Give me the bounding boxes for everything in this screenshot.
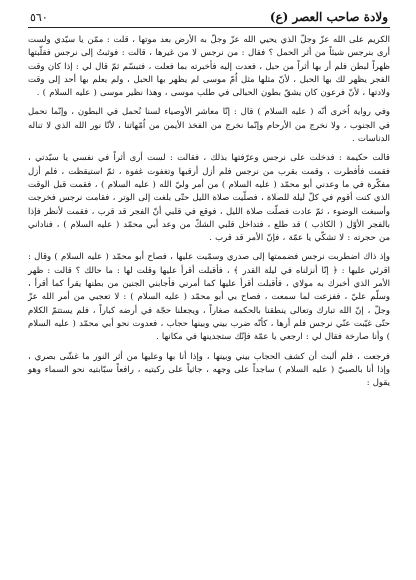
paragraph: قالت حكيمة : فدخلت على نرجس وعرّفتها بذلك ، فقالت : لست أرى أثراً في نفسي يا سيّدتي ، فقمت فأفطرت ، وقمت بقرب من نرجس فلم أزل أرقبها وتغفوت غفوة ، ثمّ استيقظت ، فلم أزل مفكّرة في ما وعدني أبو محمّد ( عليه السلام ) من أمر وليّ الله ( عليه السلام ) ، فقمت قبل الوقت الذي كنت أقوم في كلّ ليلة للصلاة ، فصلّيت صلاة الليل حتّى بلغت إلى الوتر ، فقامت نرجس فخرجت وأسبغت الوضوء ، ثمّ عادت فصلّت صلاة الليل ، فوقع في قلبي أنّ الفجر قد قرب ، فقمت لأنظر فإذا بالفجر الأوّل ( الكاذب ) قد طلع ، فتداخل قلبي الشكّ من وعد أبي محمّد ( عليه السلام ) ، فناداني من حجرته : لا تشكّي يا عمّة ، فإنّ الأمر قد قرب . — [28, 153, 390, 244]
paragraph: وفي رواية اُخرى أنّه ( عليه السلام ) قال : إنّا معاشر الأوصياء لسنا نُحمل في البطون ، وإنّما نحمل في الجنوب ، ولا نخرج من الأرحام وإنّما نخرج من الفخذ الأيمن من اُمّهاتنا ، لأنّا نور الله الذي لا تناله الدناسات . — [28, 107, 390, 145]
header-rule — [28, 27, 390, 28]
paragraph: الكريم على الله عزّ وجلّ الذي يحيي الله عزّ وجلّ به الأرض بعد موتها ، قلت : ممّن يا سيّدي ولست أرى بنرجس شيئاً من أثر الحمل ؟ فقال : من نرجس لا من غيرها ، قالت : فوثبتُ إلى نرجس فقلّبتها ظهراً لبطن فلم أر بها أثراً من حبل ، فعدت إليه فأخبرته بما فعلت ، فتبسّم ثمّ قال لي : إذا كان وقت الفجر يظهر لك بها الحبل ، لأنّ مثلها مثل اُمّ موسى لم يظهر بها الحبل ، ولم يعلم بها أحد إلى وقت ولادتها ، لأنّ فرعون كان يشقّ بطون الحبالى في طلب موسى ، وهذا نظير موسى ( عليه السلام ) . — [28, 35, 390, 99]
running-title: ولادة صاحب العصر (ع) — [269, 10, 388, 24]
page-number: ٥٦٠ — [30, 11, 48, 24]
body-text — [28, 34, 390, 390]
paragraph: فرجعت ، فلم ألبث أن كشف الحجاب بيني وبينها ، وإذا أنا بها وعليها من أثر النور ما غشّى بصري ، وإذا أنا بالصبيّ ( عليه السلام ) ساجداً على وجهه ، جاثياً على ركبتيه ، رافعاً سبّابتيه نحو السماء وهو يقول : — [28, 351, 390, 389]
paragraph: وإذ ذاك اضطربت نرجس فضممتها إلى صدري وسمّيت عليها ، فصاح أبو محمّد ( عليه السلام ) وقال : اقرئي عليها : ﴿ إنّا أنزلناه في ليلة القدر ﴾ ، فأقبلت أقرأ عليها وقلت لها : ما حالك ؟ قالت : ظهر الأمر الذي أخبرك به مولاي ، فأقبلت أقرأ عليها كما أمرني فأجابني الجنين من بطنها يقرأ كما أقرأ ، وسلّم عليّ ، ففزعت لما سمعت ، فصاح بي أبو محمّد ( عليه السلام ) : لا تعجبي من أمر الله عزّ وجلّ ، إنّ الله تبارك وتعالى ينطقنا بالحكمة صغاراً ، ويجعلنا حجّة في أرضه كباراً ، فلم يستتمّ الكلام حتّى غيّبت عنّي نرجس فلم أرها ، كأنّه ضرب بيني وبينها حجاب ، فعدوت نحو أبي محمّد ( عليه السلام ) وأنا صارخة فقال لي : ارجعي يا عمّة فإنّك ستجدينها في مكانها . — [28, 252, 390, 343]
running-header — [28, 10, 390, 27]
